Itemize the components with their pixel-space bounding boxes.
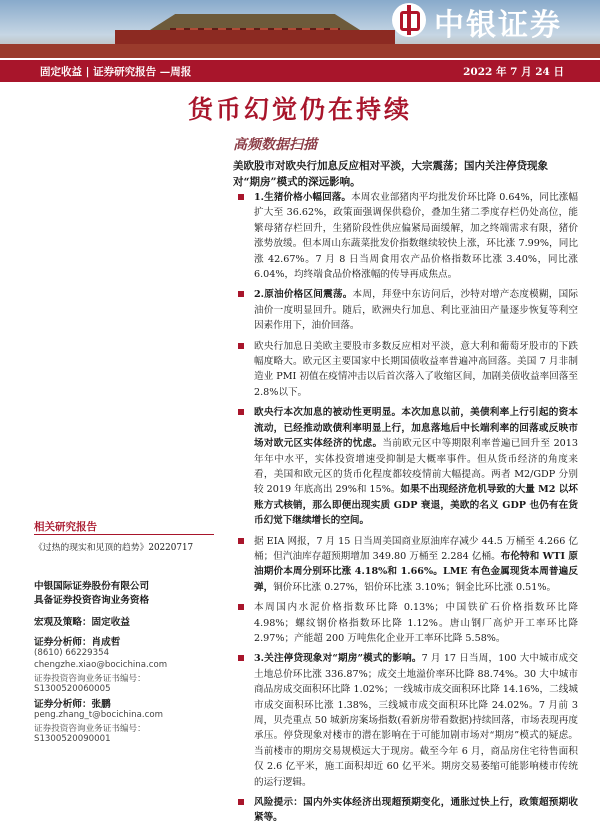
analyst-1-email[interactable]: chengzhe.xiao@bocichina.com (34, 660, 168, 670)
bullet-tail: 国内外实体经济出现超预期变化，通胀过快上行，政策超预期收紧等。 (254, 797, 579, 824)
boc-logo-icon (392, 3, 426, 37)
bullet-text: 7 月 17 日当周，100 大中城市成交土地总价环比涨 336.87%；成交土地溢价率环比降 88.74%。30 大中城市商品房成交面积环比降 1.02%；一线城市成交面积环比降 14.16%，二线城市成交面积环比涨 1.38%，三线城市成交面积环比降 24.02%。7 月前 3 周，贝壳重点 50 城新房案场指数(看新房带看数据)持续回落，市场表现再度承压。停贷现象对楼市的潜在影响在于可能加剧市场对“期房”模式的疑虑。当前楼市的期房交易规模远大于现房。截至今年 6 月，商品房住宅待售面积仅 2.6 亿平米，施工面积却近 60 亿平米。期房交易萎缩可能影响楼市传统的运行逻辑。 (254, 653, 578, 788)
bullet-cement (238, 600, 578, 646)
sidebar-divider (34, 534, 214, 535)
bullet-text: 欧央行加息日美欧主要股市多数反应相对平淡，意大利和葡萄牙股市的下跌幅度略大。欧元区主要国家中长期国债收益率普遍冲高回落。美国 7 月非制造业 PMI 初值在疫情冲击以后首次落入了收缩区间，加剧美债收益率回落至 2.8%以下。 (254, 340, 578, 398)
report-summary: 美欧股市对欧央行加息反应相对平淡，大宗震荡；国内关注停贷现象对“期房”模式的深远影响。 (233, 160, 548, 188)
report-title: 货币幻觉仍在持续 (187, 95, 412, 124)
bullet-marker (238, 194, 244, 200)
report-subtitle: 高频数据扫描 (233, 137, 317, 153)
bullet-lead: 2.原油价格区间震荡。 (254, 289, 353, 301)
bullet-text: 本周农业部猪肉平均批发价环比降 0.64%，同比涨幅扩大至 36.62%，政策面强调保供稳价，叠加生猪二季度存栏仍处高位，能繁母猪存栏回升，生猪阶段性供应偏紧局面缓解，加之终端需求有限，猪价涨势放缓。但本周山东蔬菜批发价指数继续较快上涨，环比涨 7.99%，同比涨 42.67%。7 月 8 日当周食用农产品价格指数环比涨 3.40%，同比涨 6.04%，均终端食品价格涨幅的传导再成焦点。 (254, 192, 579, 281)
analyst-2-cert: 证券投资咨询业务证书编号：S1300520090001 (34, 724, 146, 744)
report-category: 固定收益 | 证券研究报告 —周报 (40, 66, 192, 78)
bullet-text: 当前欧元区中等期限利率普遍已回升至 2013 年年中水平，实体投资增速受抑制是大概率事件。但从货币经济的角度来看，美国和欧元区的货币化程度都较疫情前大幅提高。两者 M2/GDP 分别较 2019 年底高出 29%和 15%。 (254, 438, 578, 496)
bullet-property (238, 651, 578, 790)
bullet-text: 据 EIA 网报，7 月 15 日当周美国商业原油库存减少 44.5 万桶至 4.266 亿桶；但汽油库存超预期增加 349.80 万桶至 2.284 亿桶。 (254, 535, 578, 562)
bullet-lead: 风险提示： (254, 797, 304, 809)
related-report-link[interactable]: 《过热的现实和见顶的趋势》20220717 (34, 543, 194, 553)
bullet-text: 本周国内水泥价格指数环比降 0.13%；中国铁矿石价格指数环比降 4.98%；螺纹钢价格指数环比降 1.12%。唐山钢厂高炉开工率环比降 2.97%；产能超 200 万吨焦化企业开工率环比降 5.58%。 (254, 602, 578, 644)
report-date: 2022 年 7 月 24 日 (463, 66, 564, 78)
bullet-lead: 3.关注停贷现象对“期房”模式的影响。 (254, 653, 422, 665)
header-banner-image (0, 0, 600, 58)
bullet-ecb-market (238, 339, 578, 401)
bullet-marker (238, 655, 244, 661)
bullet-rest: 铜价环比涨 0.27%，铝价环比涨 3.10%；铜金比环比涨 0.51%。 (273, 581, 557, 593)
analyst-1-name: 证券分析师：肖成哲 (34, 637, 121, 648)
bullet-marker (238, 409, 244, 415)
analyst-2-email[interactable]: peng.zhang_t@bocichina.com (34, 710, 163, 720)
bullet-lead: 欧央行本次加息的被动性更明显。本次加息以前，美债利率上行引起的资本流动，已经推动欧债利率明显上行，加息落地后中长端利率的回落或反映市场对欧元区实体经济的忧虑。 (254, 407, 578, 450)
analyst-1-phone: (8610) 66229354 (34, 648, 110, 658)
brand-name: 中银证券 (434, 8, 562, 43)
bullet-marker (238, 291, 244, 297)
bullet-tail: 如果不出现经济危机导致的大量 M2 以坏账方式核销，那么即便出现实质 GDP 衰退，美欧的名义 GDP 也仍有在货币幻觉下继续增长的空间。 (254, 484, 578, 527)
company-qualification: 具备证券投资咨询业务资格 (34, 595, 150, 606)
analyst-2-name: 证券分析师：张鹏 (34, 699, 111, 710)
bullet-marker (238, 343, 244, 349)
analyst-1-cert: 证券投资咨询业务证书编号：S1300520060005 (34, 674, 146, 694)
bullet-marker (238, 604, 244, 610)
bullet-eia (238, 534, 578, 596)
bullet-hog-price (238, 190, 578, 282)
related-reports-heading: 相关研究报告 (34, 521, 97, 533)
palace-base (0, 44, 600, 58)
bullet-text: 本周，拜登中东访问后，沙特对增产态度模糊，国际油价一度明显回升。随后，欧洲央行加息、利比亚油田产量逐步恢复等利空因素作用下，油价回落。 (254, 289, 579, 332)
report-info-bar (0, 60, 600, 82)
bullet-oil-price (238, 287, 578, 333)
strategy-label: 宏观及策略：固定收益 (34, 617, 130, 628)
bullet-marker (238, 538, 244, 544)
bullet-lead: 1.生猪价格小幅回落。 (254, 192, 352, 203)
company-name: 中银国际证券股份有限公司 (34, 581, 150, 592)
bullet-tail: 布伦特和 WTI 原油期价本周分别环比涨 4.18%和 1.66%。LME 有色金属现货本周普遍反弹， (254, 550, 578, 593)
bullet-ecb-passive (238, 405, 578, 528)
bullet-list (238, 190, 578, 831)
